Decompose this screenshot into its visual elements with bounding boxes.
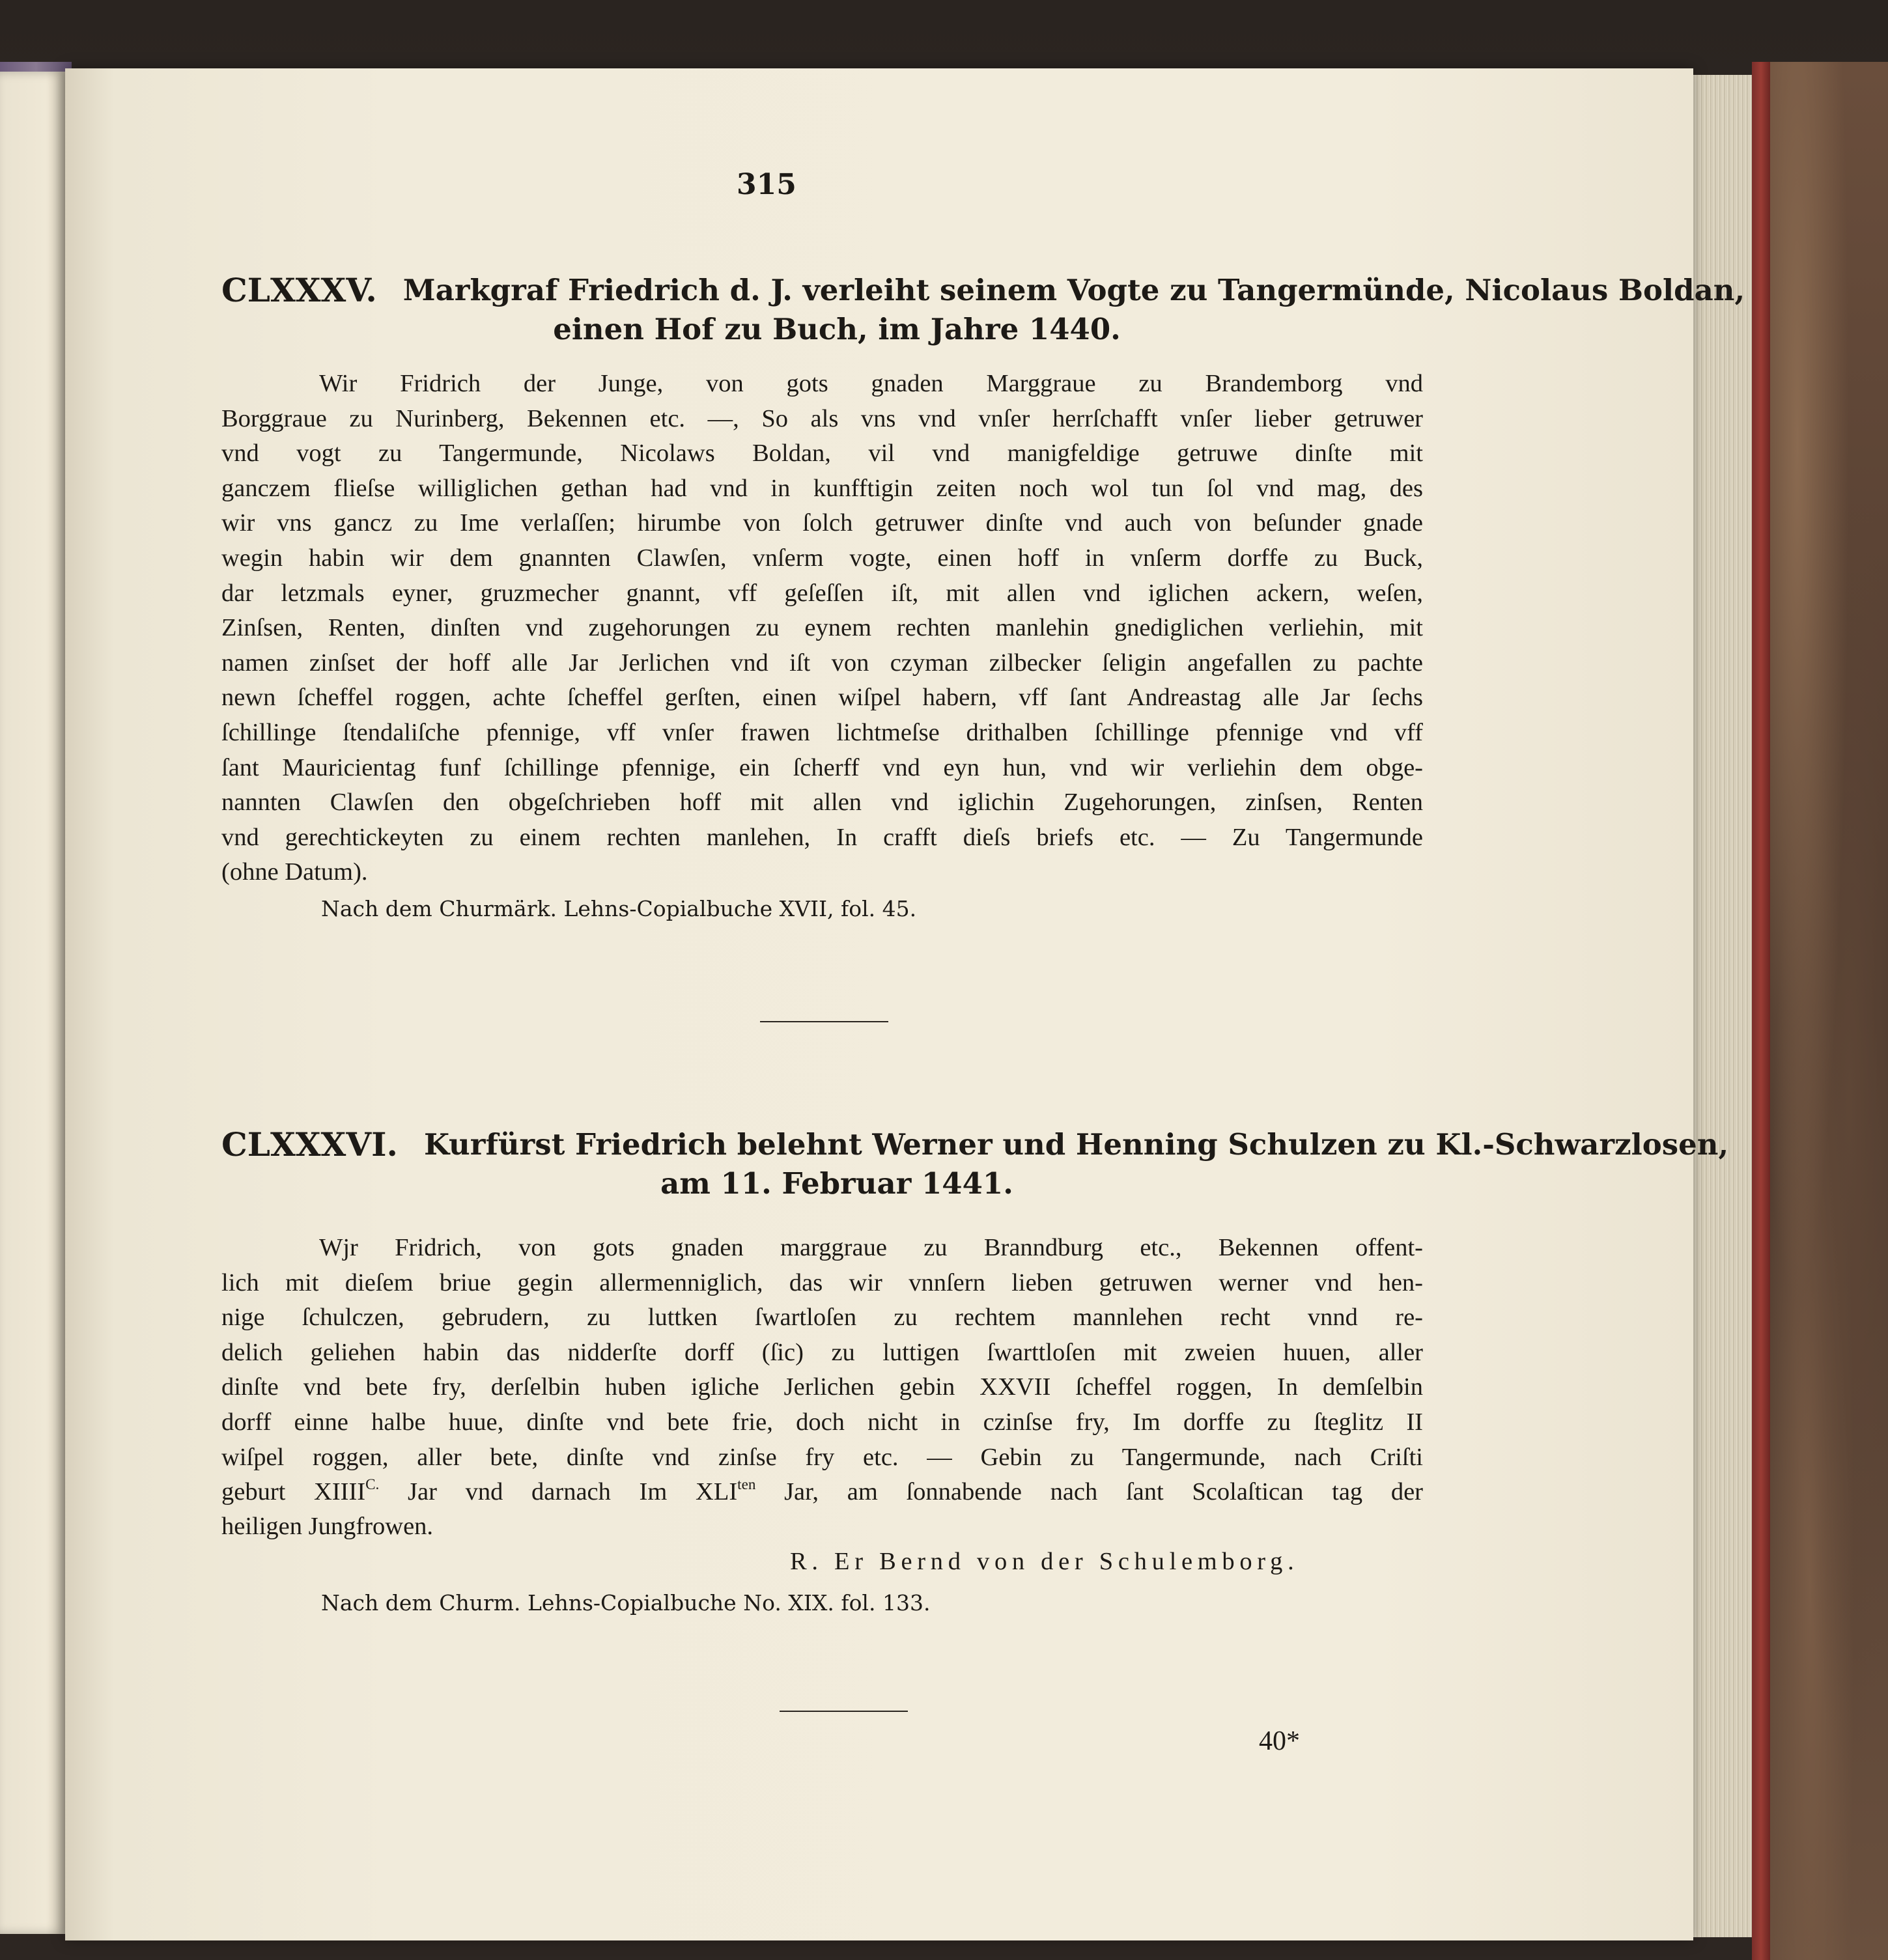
doc1-body-line: dar letzmals eyner, gruzmecher gnannt, vff geſeſſen iſt, mit allen vnd iglichen ackern, weſen, <box>221 579 1423 607</box>
doc1-body-line: vnd gerechtickeyten zu einem rechten manlehen, In crafft dieſs briefs etc. — Zu Tangermunde <box>221 823 1423 851</box>
bottom-divider <box>780 1711 908 1712</box>
printer-signature-mark: 40* <box>1259 1726 1300 1756</box>
line8-part-b: Jar vnd darnach Im XLI <box>379 1478 738 1505</box>
doc1-body-line: namen zinſset der hoff alle Jar Jerlichen vnd iſt von czyman zilbecker ſeligin angefallen zu pachte <box>221 649 1423 677</box>
doc1-body <box>221 367 1423 890</box>
left-facing-page <box>0 72 65 1934</box>
doc2-body-line: nige ſchulczen, gebrudern, zu luttken ſwartloſen zu rechtem mannlehen recht vnnd re- <box>221 1304 1423 1332</box>
doc1-source: Nach dem Churmärk. Lehns-Copialbuche XVII, fol. 45. <box>321 896 917 921</box>
line9-text: heiligen Jungfrowen. <box>221 1513 434 1540</box>
line8-superscript-ten: ten <box>737 1475 756 1492</box>
doc1-heading <box>221 271 1745 348</box>
doc1-body-line: newn ſcheffel roggen, achte ſcheffel gerſten, einen wiſpel habern, vff ſant Andreastag alle Jar ſechs <box>221 684 1423 712</box>
doc1-body-line: (ohne Datum). <box>221 858 368 886</box>
line8-superscript-c: C. <box>365 1475 380 1492</box>
doc1-title-line1: Markgraf Friedrich d. J. verleiht seinem Vogte zu Tangermünde, Nicolaus Boldan, <box>402 273 1745 307</box>
doc2-body-line: dorff einne halbe huue, dinſte vnd bete frie, doch nicht in czinſse fry, Im dorffe zu ſteglitz II <box>221 1408 1423 1436</box>
doc1-body-line: wegin habin wir dem gnannten Clawſen, vnſerm vogte, einen hoff in vnſerm dorffe zu Buck, <box>221 544 1423 572</box>
doc2-numeral: CLXXXVI. <box>221 1125 398 1164</box>
doc1-body-line: ſant Mauricientag funf ſchillinge pfennige, ein ſcherff vnd eyn hun, vnd wir verliehin dem obge- <box>221 753 1423 781</box>
book-page <box>65 68 1693 1940</box>
doc1-title-line2: einen Hof zu Buch, im Jahre 1440. <box>553 312 1121 346</box>
doc2-body-line: dinſte vnd bete fry, derſelbin huben igliche Jerlichen gebin XXVII ſcheffel roggen, In demſelbin <box>221 1373 1423 1401</box>
doc1-body-line: Zinſsen, Renten, dinſten vnd zugehorungen zu eynem rechten manlehin gnediglichen verliehin, mit <box>221 614 1423 642</box>
doc2-body-line: lich mit dieſem briue gegin allermenniglich, das wir vnnſern lieben getruwen werner vnd hen- <box>221 1268 1423 1296</box>
doc2-body-line8 <box>221 1475 1423 1510</box>
doc2-body-line9 <box>221 1509 1423 1545</box>
doc2-source: Nach dem Churm. Lehns-Copialbuche No. XIX. fol. 133. <box>321 1590 931 1616</box>
doc2-body <box>221 1231 1423 1475</box>
doc2-title-line2: am 11. Februar 1441. <box>660 1166 1013 1201</box>
cover-spine-edge <box>1752 62 1770 1960</box>
doc1-body-line: Wir Fridrich der Junge, von gots gnaden Marggraue zu Brandemborg vnd <box>319 370 1423 397</box>
doc1-body-line: ſchillinge ſtendaliſche pfennige, vff vnſer frawen lichtmeſse drithalben ſchillinge pfennige vnd vff <box>221 718 1423 746</box>
doc1-body-line: vnd vogt zu Tangermunde, Nicolaws Boldan, vil vnd manigfeldige getruwe dinſte mit <box>221 440 1423 468</box>
doc2-body-line: wiſpel roggen, aller bete, dinſte vnd zinſse fry etc. — Gebin zu Tangermunde, nach Criſti <box>221 1443 1423 1471</box>
line8-part-a: geburt XIIII <box>221 1478 366 1505</box>
marbled-cover <box>1758 62 1888 1960</box>
doc2-body-line: Wjr Fridrich, von gots gnaden marggraue zu Branndburg etc., Bekennen offent- <box>319 1234 1423 1261</box>
page-number: 315 <box>737 168 796 201</box>
doc2-title-line1: Kurfürst Friedrich belehnt Werner und Henning Schulzen zu Kl.-Schwarzlosen, <box>423 1127 1729 1162</box>
doc1-body-line: ganczem flieſse williglichen gethan had vnd in kunfftigin zeiten noch wol tun ſol vnd mag, des <box>221 474 1423 502</box>
doc1-numeral: CLXXXV. <box>221 271 377 309</box>
doc2-signature: R. Er Bernd von der Schulemborg. <box>790 1548 1299 1575</box>
line8-part-c: Jar, am ſonnabende nach ſant Scolaſtican tag der <box>755 1478 1423 1505</box>
doc2-heading <box>221 1125 1729 1202</box>
doc1-body-line: wir vns gancz zu Ime verlaſſen; hirumbe von ſolch getruwer dinſte vnd auch von beſunder gnade <box>221 509 1423 537</box>
doc2-body-line: delich geliehen habin das nidderſte dorff (ſic) zu luttigen ſwarttloſen mit zweien huuen, aller <box>221 1338 1423 1366</box>
section-divider <box>760 1021 888 1022</box>
doc1-body-line: nannten Clawſen den obgeſchrieben hoff mit allen vnd iglichin Zugehorungen, zinſsen, Renten <box>221 789 1423 817</box>
doc1-body-line: Borggraue zu Nurinberg, Bekennen etc. —, So als vns vnd vnſer herrſchafft vnſer lieber getruwer <box>221 404 1423 432</box>
